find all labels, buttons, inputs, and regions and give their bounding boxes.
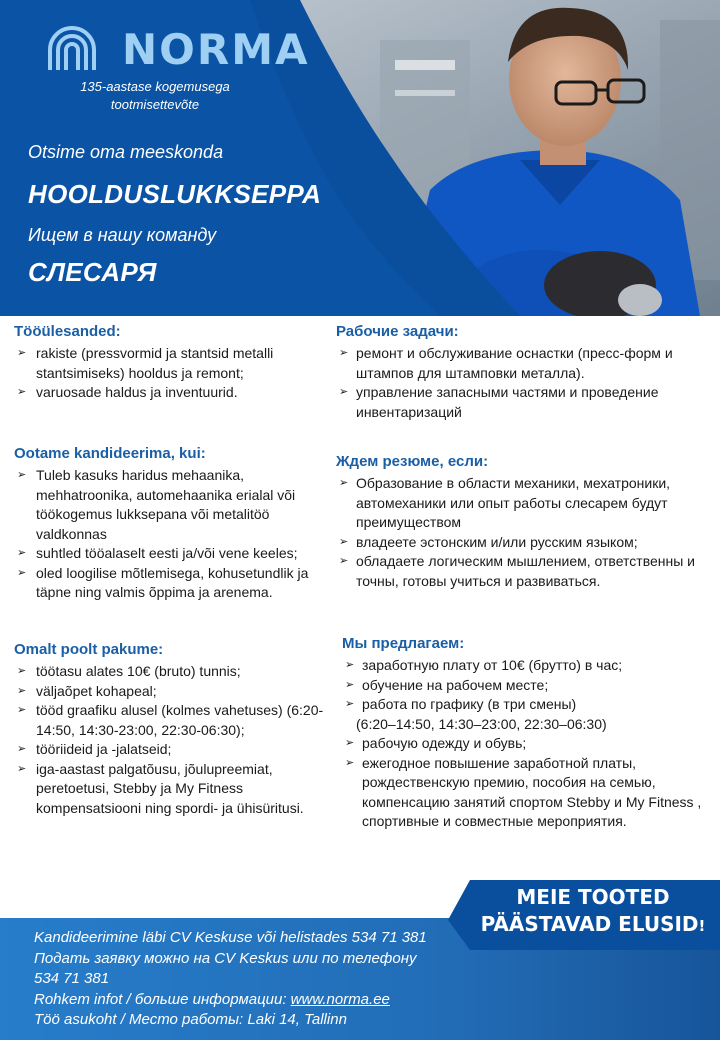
offer-section-et <box>14 640 329 818</box>
section-title: Ждем резюме, если: <box>336 453 489 470</box>
list-item: ➢ рабочую одежду и обувь; <box>342 734 712 754</box>
website-link[interactable]: www.norma.ee <box>290 990 390 1008</box>
shift-times: (6:20–14:50, 14:30–23:00, 22:30–06:30) <box>356 715 607 732</box>
job-title-ru: СЛЕСАРЯ <box>28 257 157 287</box>
job-title-et: HOOLDUSLUKKSEPPA <box>28 179 322 209</box>
bullet-arrow-icon: ➢ <box>345 737 355 749</box>
bullet-arrow-icon: ➢ <box>17 665 27 677</box>
bullet-arrow-icon: ➢ <box>345 698 355 710</box>
candidates-section-ru <box>336 452 712 591</box>
list-item: ➢ oled loogilise mõtlemisega, kohusetundlik ja täpne ning valmis õppima ja arenema. <box>17 564 309 600</box>
bullet-arrow-icon: ➢ <box>339 477 349 489</box>
bullet-arrow-icon: ➢ <box>17 704 27 716</box>
slogan <box>470 884 716 940</box>
norma-logo <box>44 20 310 76</box>
list-item: ➢ Tuleb kasuks haridus mehaanika, mehhatroonika, automehaanika erialal või töökogemus lukksepana või metalitöö valdkonnas <box>17 467 296 542</box>
bullet-arrow-icon: ➢ <box>339 386 349 398</box>
section-title: Omalt poolt pakume: <box>14 641 164 658</box>
subtitle-et: Otsime oma meeskonda <box>28 142 224 162</box>
list-item: ➢ iga-aastast palgatõusu, jõulupreemiat, peretoetusi, Stebby ja My Fitness kompensatsiooni ning spordi- ja ühisüritusi. <box>17 760 304 816</box>
list-item: ➢ обучение на рабочем месте; <box>342 676 712 696</box>
bullet-arrow-icon: ➢ <box>17 347 27 359</box>
bullet-arrow-icon: ➢ <box>17 547 27 559</box>
more-info-line: Rohkem infot / больше информации: www.norma.ee <box>34 990 390 1008</box>
bullet-arrow-icon: ➢ <box>17 469 27 481</box>
list-item: ➢ управление запасными частями и проведение инвентаризаций <box>339 384 659 420</box>
section-title: Мы предлагаем: <box>342 635 465 652</box>
bullet-arrow-icon: ➢ <box>339 347 349 359</box>
logo-text: NORMA <box>122 25 310 74</box>
contact-info <box>34 928 464 1031</box>
list-item: ➢ suhtled tööalaselt eesti ja/või vene keeles; <box>14 544 329 564</box>
apply-line-ru: Подать заявку можно на CV Keskus или по телефону <box>34 949 417 967</box>
bullet-arrow-icon: ➢ <box>339 555 349 567</box>
subtitle-ru: Ищем в нашу команду <box>28 225 217 245</box>
list-item: ➢ varuosade haldus ja inventuurid. <box>14 383 329 403</box>
list-item: ➢ tööd graafiku alusel (kolmes vahetuses) (6:20-14:50, 14:30-23:00, 22:30-06:30); <box>17 702 324 738</box>
bullet-arrow-icon: ➢ <box>17 743 27 755</box>
list-item: ➢ владеете эстонским и/или русским языком; <box>336 533 712 553</box>
slogan-line1: MEIE TOOTED <box>516 885 670 909</box>
section-title: Рабочие задачи: <box>336 323 459 340</box>
list-item: ➢ обладаете логическим мышлением, ответственны и точны, готовы учиться и развиваться. <box>339 553 695 589</box>
phone-number: 534 71 381 <box>34 970 110 988</box>
bullet-arrow-icon: ➢ <box>339 535 349 548</box>
offer-section-ru <box>342 634 712 832</box>
bullet-arrow-icon: ➢ <box>17 762 27 775</box>
apply-line-et: Kandideerimine läbi CV Keskuse või helistades 534 71 381 <box>34 929 427 946</box>
list-item: ➢ rakiste (pressvormid ja stantsid metalli stantsimiseks) hooldus ja remont; <box>17 345 274 381</box>
bullet-arrow-icon: ➢ <box>17 684 27 697</box>
list-item: ➢ заработную плату от 10€ (брутто) в час; <box>342 656 712 676</box>
company-tagline <box>60 78 250 114</box>
duties-section-et <box>14 322 329 403</box>
location-line: Töö asukoht / Место работы: Laki 14, Tallinn <box>34 1011 347 1029</box>
bullet-arrow-icon: ➢ <box>345 678 355 691</box>
candidates-section-et <box>14 444 329 603</box>
list-item: ➢ töötasu alates 10€ (bruto) tunnis; <box>14 662 329 682</box>
list-item: ➢ ремонт и обслуживание оснастки (пресс-форм и штампов для штамповки металла). <box>339 345 673 381</box>
duties-section-ru <box>336 322 712 422</box>
slogan-line2: PÄÄSTAVAD ELUSID! <box>480 912 706 936</box>
tagline-line2: tootmisettevõte <box>110 97 200 112</box>
list-item: ➢ tööriideid ja -jalatseid; <box>14 740 329 760</box>
section-title: Ootame kandideerima, kui: <box>14 445 206 462</box>
tagline-line1: 135-aastase kogemusega <box>80 79 230 94</box>
list-item: ➢ väljaõpet kohapeal; <box>14 682 329 702</box>
list-item: ➢ работа по графику (в три смены) <box>342 695 712 715</box>
bullet-arrow-icon: ➢ <box>17 386 27 398</box>
norma-logo-icon <box>44 22 100 78</box>
bullet-arrow-icon: ➢ <box>17 566 27 579</box>
list-item: ➢ ежегодное повышение заработной платы, рождественскую премию, пособия на семью, компенсацию занятий спортом Stebby и My Fitness , спортивные и совместные мероприятия. <box>345 754 702 829</box>
section-title: Tööülesanded: <box>14 323 121 340</box>
bullet-arrow-icon: ➢ <box>345 756 355 769</box>
slogan-mark: ! <box>698 917 706 935</box>
list-item: ➢ Образование в области механики, мехатроники, автомеханики или опыт работы слесарем будут преимуществом <box>339 475 671 530</box>
header-banner <box>0 0 720 316</box>
bullet-arrow-icon: ➢ <box>345 659 355 671</box>
